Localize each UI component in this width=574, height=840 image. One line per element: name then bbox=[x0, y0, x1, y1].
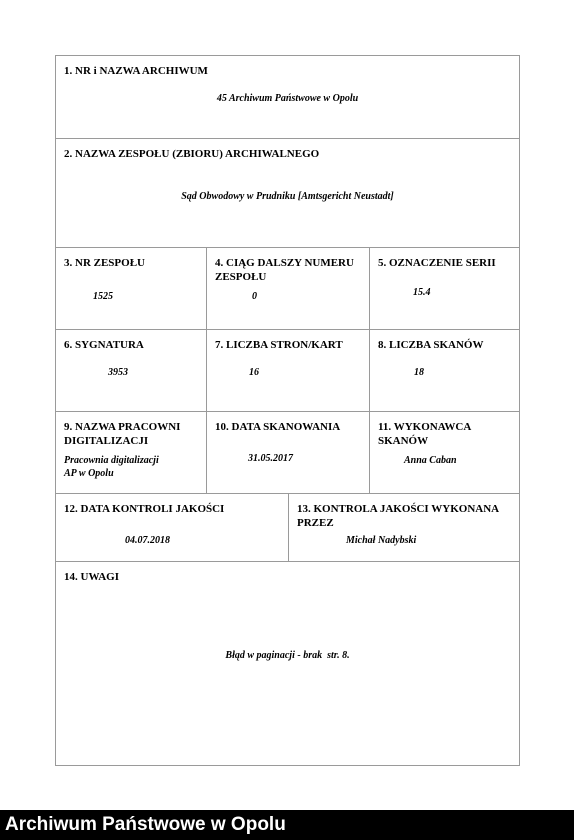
cell-signature bbox=[56, 330, 206, 411]
cell-lab bbox=[56, 412, 206, 493]
qc-date-label: 12. DATA KONTROLI JAKOŚCI bbox=[64, 503, 225, 515]
scans-value: 18 bbox=[414, 367, 424, 378]
continuation-value: 0 bbox=[252, 291, 257, 302]
row-digitization bbox=[56, 411, 519, 493]
signature-value: 3953 bbox=[108, 367, 128, 378]
lab-value-line1: Pracownia digitalizacji bbox=[64, 455, 159, 466]
notes-label: 14. UWAGI bbox=[64, 571, 120, 583]
row-quality-control bbox=[56, 493, 519, 561]
lab-value bbox=[64, 454, 159, 480]
cell-scans bbox=[369, 330, 519, 411]
qc-date-value: 04.07.2018 bbox=[125, 535, 170, 546]
qc-by-label: 13. KONTROLA JAKOŚCI WYKONANA PRZEZ bbox=[297, 503, 499, 529]
archive-value: 45 Archiwum Państwowe w Opolu bbox=[216, 93, 359, 104]
cell-notes bbox=[56, 562, 519, 765]
cell-qc-date bbox=[56, 494, 288, 561]
operator-value: Anna Caban bbox=[404, 455, 457, 466]
cell-qc-by bbox=[288, 494, 519, 561]
cell-operator bbox=[369, 412, 519, 493]
series-label: 5. OZNACZENIE SERII bbox=[378, 257, 496, 269]
fonds-name-label: 2. NAZWA ZESPOŁU (ZBIORU) ARCHIWALNEGO bbox=[64, 148, 320, 160]
row-fonds-number bbox=[56, 247, 519, 329]
cell-archive bbox=[56, 56, 519, 138]
lab-value-line2: AP w Opolu bbox=[64, 468, 114, 479]
qc-by-value: Michał Nadybski bbox=[346, 535, 417, 546]
lab-label: 9. NAZWA PRACOWNI DIGITALIZACJI bbox=[64, 421, 181, 447]
scan-date-value: 31.05.2017 bbox=[248, 453, 293, 464]
row-fonds-name bbox=[56, 138, 519, 247]
operator-label: 11. WYKONAWCA SKANÓW bbox=[378, 421, 471, 447]
row-signature bbox=[56, 329, 519, 411]
archive-label: 1. NR i NAZWA ARCHIWUM bbox=[64, 65, 208, 77]
cell-series bbox=[369, 248, 519, 329]
archive-metadata-form bbox=[55, 55, 520, 766]
fonds-no-label: 3. NR ZESPOŁU bbox=[64, 257, 145, 269]
footer-archive-name: Archiwum Państwowe w Opolu bbox=[0, 810, 574, 840]
row-notes bbox=[56, 561, 519, 765]
cell-pages bbox=[206, 330, 369, 411]
notes-value: Błąd w paginacji - brak str. 8. bbox=[225, 650, 350, 661]
fonds-no-value: 1525 bbox=[93, 291, 113, 302]
cell-scan-date bbox=[206, 412, 369, 493]
signature-label: 6. SYGNATURA bbox=[64, 339, 144, 351]
scans-label: 8. LICZBA SKANÓW bbox=[378, 339, 484, 351]
cell-fonds-name bbox=[56, 139, 519, 247]
pages-label: 7. LICZBA STRON/KART bbox=[215, 339, 343, 351]
continuation-label: 4. CIĄG DALSZY NUMERU ZESPOŁU bbox=[215, 257, 354, 283]
fonds-name-value: Sąd Obwodowy w Prudniku [Amtsgericht Neustadt] bbox=[181, 191, 394, 202]
cell-fonds-no bbox=[56, 248, 206, 329]
series-value: 15.4 bbox=[413, 287, 431, 298]
pages-value: 16 bbox=[249, 367, 259, 378]
cell-continuation bbox=[206, 248, 369, 329]
row-archive bbox=[56, 56, 519, 138]
scan-date-label: 10. DATA SKANOWANIA bbox=[215, 421, 341, 433]
